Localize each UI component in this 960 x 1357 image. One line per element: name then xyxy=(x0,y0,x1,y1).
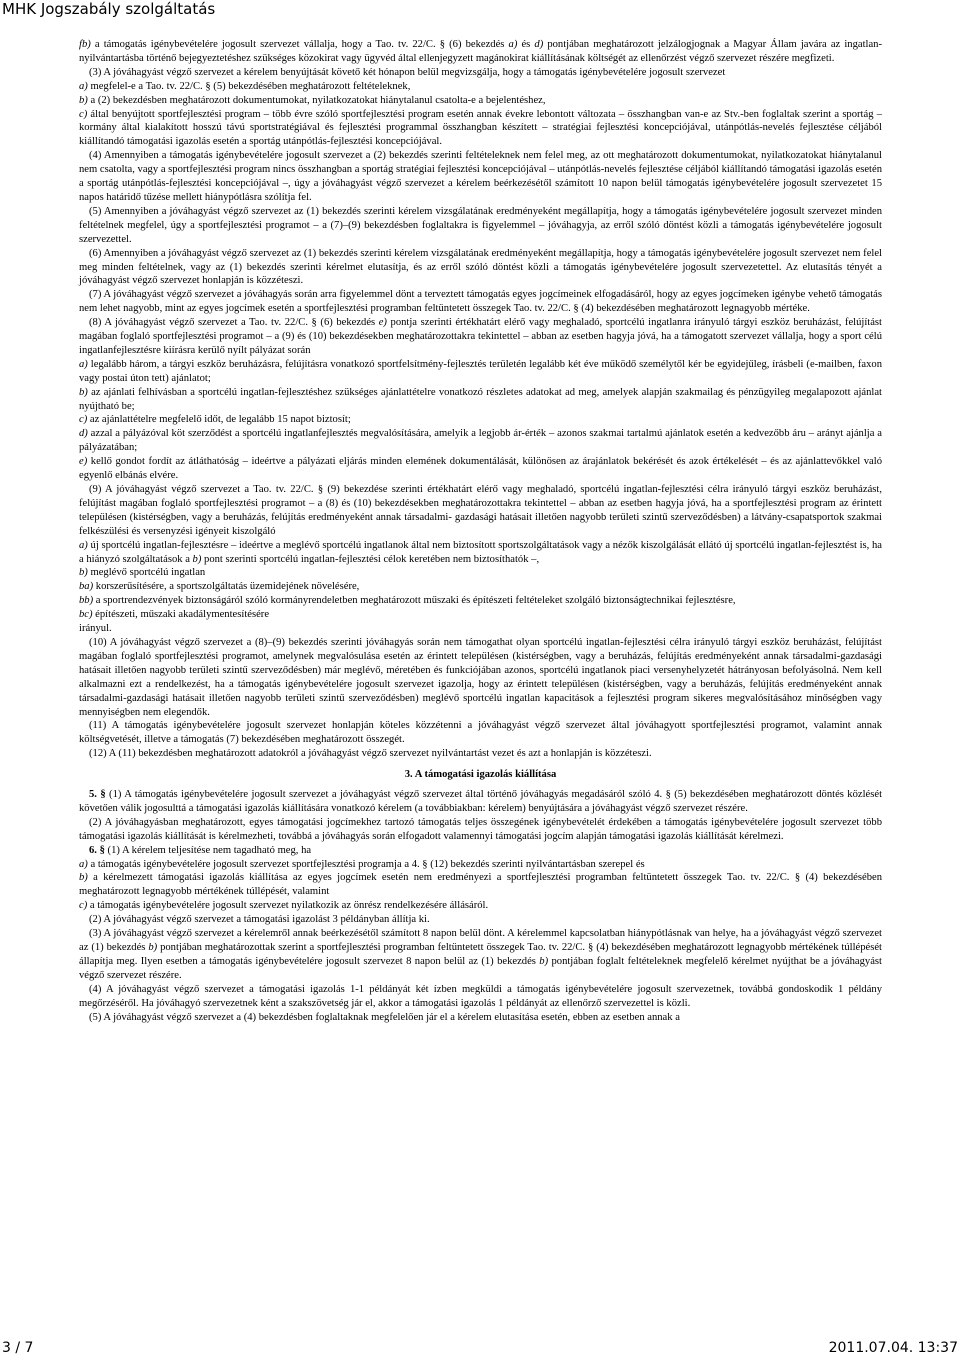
paragraph: (3) A jóváhagyást végző szervezet a kérelem benyújtását követő két hónapon belül megvizsgálja, hogy a támogatás igénybevételére jogosult szervezet xyxy=(89,66,726,78)
page-number: 3 / 7 xyxy=(2,1340,34,1356)
paragraph: (5) Amennyiben a jóváhagyást végző szervezet az (1) bekezdés szerinti kérelem vizsgálatának eredményeként megállapítja, hogy a támogatás igénybevételére jogosult szervezet minden feltételnek megfelel, úgy a sportfejlesztési programot – a (7)–(9) bekezdésben foglaltakra is figyelemmel – jóváhagyja, az erről szóló döntést közli a támogatás igénybevételére jogosult szervezettel. xyxy=(79,205,882,245)
list-item: d) azzal a pályázóval köt szerződést a sportcélú ingatlanfejlesztés megvalósítására, amelyik a legjobb ár-érték – azonos szakmai tartalmú ajánlatok esetén a kedvezőbb áru – arányt ajánlja a pályázatában; xyxy=(79,428,882,454)
list-item: bc) építészeti, műszaki akadálymentesítésére xyxy=(79,609,270,621)
list-item: a) legalább három, a tárgyi eszköz beruházásra, felújításra vonatkozó sportfelsítmény-fejlesztés területén legalább két éve működő személytől kér be egyidejűleg, írásbeli (e-mailben, faxon vagy postai úton tett) ajánlatot; xyxy=(79,358,882,384)
paragraph: (6) Amennyiben a jóváhagyást végző szervezet az (1) bekezdés szerinti kérelem vizsgálatának eredményeként megállapítja, hogy a támogatás igénybevételére jogosult szervezet nem felel meg minden feltételnek, vagy az (1) bekezdés szerinti kérelmet elutasítja, és az erről szóló döntést közli a támogatás igénybevételére jogosult szervezetettel. Az elutasítás tényét a jóváhagyást végző szervezet honlapján is közzéteszi. xyxy=(79,247,882,287)
document-body xyxy=(79,38,882,1024)
paragraph: (11) A támogatás igénybevételére jogosult szervezet honlapján köteles közzétenni a jóváhagyást végző szervezet által jóváhagyott sportfejlesztési programot, valamint annak költségvetését, illetve a támogatás (7) bekezdésében meghatározott összegét. xyxy=(79,720,882,746)
app-title: MHK Jogszabály szolgáltatás xyxy=(2,0,216,18)
list-item: b) a kérelmezett támogatási igazolás kiállítása az egyes jogcímek esetén nem eredményezi a sportfejlesztési programban feltüntetett összegek Tao. tv. 22/C. § (4) bekezdésében meghatározott legnagyobb mértékének túllépését, valamint xyxy=(79,872,882,898)
paragraph: (3) A jóváhagyást végző szervezet a kérelemről annak beérkezésétől számított 8 napon belül dönt. A kérelemmel kapcsolatban hiánypótlásnak van helye, ha a jóváhagyást végző szervezet az (1) bekezdés b) pontjában meghatározottak szerint a sportfejlesztési programban feltüntetett összegek Tao. tv. 22/C. § (4) bekezdésében meghatározott legnagyobb mértékének túllépését állapítja meg. Ilyen esetben a támogatás igénybevételére jogosult szervezet 8 napon belül az (1) bekezdés b) pontjában foglalt feltételeknek megfelelő kérelmet nyújthat be a jóváhagyást végző szervezet részére. xyxy=(79,928,882,981)
paragraph: (8) A jóváhagyást végző szervezet a Tao. tv. 22/C. § (6) bekezdés e) pontja szerinti értékhatárt elérő vagy meghaladó, sportcélú ingatlanra irányuló tárgyi eszköz beruházást, felújítást magában foglaló sportfejlesztési programot – a (9) és (10) bekezdésekben meghatározottakra tekintettel – abban az esetben hagyja jóvá, ha a támogatott szervezet vállalja, hogy a sport célú ingatlanfejlesztésre kiírásra kerülő nyílt pályázat során xyxy=(79,317,882,356)
list-item: b) meglévő sportcélú ingatlan xyxy=(79,567,206,579)
paragraph: 5. § (1) A támogatás igénybevételére jogosult szervezet a jóváhagyást végző szervezet által történő jóváhagyás megadásáról szóló 4. § (5) bekezdésében meghatározott döntés közlését követően válik jogosulttá a támogatási igazolás kiállítására vonatkozó kérelem (a továbbiakban: kérelem) benyújtására a jóváhagyást végző szervezet részére. xyxy=(79,789,883,814)
list-item: a) új sportcélú ingatlan-fejlesztésre – ideértve a meglévő sportcélú ingatlanok által nem biztosított sportszolgáltatások vagy a nézők kiszolgálását ellátó új sportcélú ingatlan-fejlesztést is, ha a hiányzó szolgáltatások a b) pont szerinti sportcélú ingatlan-fejlesztési célok keretében nem biztosíthatók –, xyxy=(79,539,882,565)
list-item: e) kellő gondot fordít az átláthatóság – ideértve a pályázati eljárás minden elemének dokumentálását, különösen az árajánlatok bekérését és azok értékelését – és az ajánlattevőkkel való egyenlő elbánás elvére. xyxy=(79,456,882,482)
section-heading: 3. A támogatási igazolás kiállítása xyxy=(404,769,557,781)
paragraph: (2) A jóváhagyást végző szervezet a támogatási igazolást 3 példányban állítja ki. xyxy=(89,914,430,926)
list-item: ba) korszerűsítésére, a sportszolgáltatás üzemidejének növelésére, xyxy=(79,581,360,593)
paragraph: 6. § (1) A kérelem teljesítése nem tagadható meg, ha xyxy=(89,844,312,856)
list-item: c) által benyújtott sportfejlesztési program – több évre szóló sportfejlesztési program esetén annak évekre lebontott változata – összhangban van-e az Stv.-ben foglaltak szerint a sportág – kormány által kialakított hosszú távú sportstratégiával és fejlesztési programmal összhangban készített – stratégiai fejlesztési koncepciójával, utánpótlás-nevelés fejlesztése céljából kiállítandó támogatási igazolás esetén a sportág utánpótlás-fejlesztési koncepciójával. xyxy=(79,108,882,148)
list-item: a) a támogatás igénybevételére jogosult szervezet sportfejlesztési programja a 4. § (12) bekezdés szerinti nyilvántartásban szerepel és xyxy=(79,858,645,870)
paragraph: (5) A jóváhagyást végző szervezet a (4) bekezdésben foglaltaknak megfelelően jár el a kérelem elutasítása esetén, ebben az esetben annak a xyxy=(89,1011,680,1023)
list-item: b) a (2) bekezdésben meghatározott dokumentumokat, nyilatkozatokat hiánytalanul csatolta-e a bejelentéshez, xyxy=(79,94,546,106)
list-item: b) az ajánlati felhívásban a sportcélú ingatlan-fejlesztéshez szükséges ajánlattételre vonatkozó részletes adatokat ad meg, amelyek alapján szakmailag és pénzügyileg megalapozott ajánlat nyújtható be; xyxy=(79,386,882,412)
timestamp: 2011.07.04. 13:37 xyxy=(828,1340,958,1356)
paragraph: (4) A jóváhagyást végző szervezet a támogatási igazolás 1-1 példányát két ízben megküldi a támogatás igénybevételére jogosult szervezetnek, továbbá gondoskodik 1 példány megőrzéséről. Ha jóváhagyó szervezetnek ként a szakszövetség jár el, akkor a támogatási igazolás 1 példányát az ellenőrző szervezettel is közli. xyxy=(79,983,882,1009)
paragraph: (2) A jóváhagyásban meghatározott, egyes támogatási jogcímekhez tartozó támogatás teljes összegének igénybevételét érdekében a támogatás igénybevételére jogosult szervezet több támogatási igazolás kiállítását is kérelmezheti, továbbá a jóváhagyás során elfogadott valamennyi támogatási jogcím alapján támogatási igazolás kiállítását kérelmezi. xyxy=(79,816,882,842)
paragraph: fb) a támogatás igénybevételére jogosult szervezet vállalja, hogy a Tao. tv. 22/C. § (6) bekezdés a) és d) pontjában meghatározott jelzálogjognak a Magyar Állam javára az ingatlan-nyilvántartásba történő bejegyeztetéshez szükséges közokirat vagy ügyvéd által ellenjegyzett magánokirat kiállításának költségét az ellenőrzést végző szervezet részére megfizeti. xyxy=(79,39,883,64)
paragraph: (7) A jóváhagyást végző szervezet a jóváhagyás során arra figyelemmel dönt a terveztett támogatás egyes jogcímeinek elfogadásáról, hogy az egyes jogcímeken igénybe vehető támogatás nem lehet nagyobb, mint az egyes jogcímek esetén a sportfejlesztési programban feltüntetett összegek Tao. tv. 22/C. § (4) bekezdésében meghatározott legnagyobb mértéke. xyxy=(79,289,882,315)
paragraph: (12) A (11) bekezdésben meghatározott adatokról a jóváhagyást végző szervezet nyilvántartást vezet és azt a honlapján is közzéteszi. xyxy=(89,748,652,760)
list-item: bb) a sportrendezvények biztonságáról szóló kormányrendeletben meghatározott műszaki és építészeti feltételeket szolgáló biztonságtechnikai fejlesztésre, xyxy=(79,595,736,607)
list-item: a) megfelel-e a Tao. tv. 22/C. § (5) bekezdésében meghatározott feltételeknek, xyxy=(79,80,411,92)
list-item: c) a támogatás igénybevételére jogosult szervezet nyilatkozik az önrész rendelkezésére állásáról. xyxy=(79,900,489,912)
paragraph: (4) Amennyiben a támogatás igénybevételére jogosult szervezet a (2) bekezdés szerinti feltételeknek nem felel meg, az ott meghatározott dokumentumokat, nyilatkozatokat hiánytalanul nem csatolta, vagy a sportfejlesztési program nincs összhangban a sportág stratégiai fejlesztési koncepciójával – utánpótlás-nevelés fejlesztése céljából kiállítandó támogatási igazolás esetén a sportág utánpótlás-fejlesztési koncepciójával –, úgy a jóváhagyást végző szervezet a kérelem beérkezésétől számított 10 napon belül támogatás igénybevételére jogosult szervezetet 15 napos határidő tűzése mellett hiánypótlásra szólítja fel. xyxy=(79,150,882,203)
list-item: c) az ajánlattételre megfelelő időt, de legalább 15 napot biztosít; xyxy=(79,414,351,426)
paragraph: irányul. xyxy=(79,623,112,635)
paragraph: (9) A jóváhagyást végző szervezet a Tao. tv. 22/C. § (9) bekezdése szerinti értékhatárt elérő vagy meghaladó, sportcélú ingatlan-fejlesztési célra irányuló tárgyi eszköz beruházást, felújítást magában foglaló sportfejlesztési programot – a (8) és (10) bekezdésekben meghatározottakra tekintettel – abban az esetben hagyja jóvá, ha a sportfejlesztési program az érintett településen (kistérségben, vagy a beruházás, felújítás eredményeként annak társadalmi- gazdasági hatásait illetően nagyobb területi szintű szerveződésben) a látvány-csapatsportok szakmai felkészülési és versenyzési igényeit kiszolgáló xyxy=(79,484,882,537)
paragraph: (10) A jóváhagyást végző szervezet a (8)–(9) bekezdés szerinti jóváhagyás során nem támogathat olyan sportcélú ingatlan-fejlesztési célra irányuló tárgyi eszköz beruházást, felújítást magában foglaló sportfejlesztési programot, amelynek megvalósulása esetén az érintett településen (kistérségben, vagy a beruházás, felújítás eredményeként annak társadalmi-gazdasági hatásait illetően nagyobb területi szintű szerveződésben) már meglévő, méretében és funkciójában azonos, sportcélú ingatlanok piaci versenyhelyzetét hátrányosan befolyásolná. Nem kell alkalmazni ezt a rendelkezést, ha a támogatás igénybevételére jogosult szervezet igazolja, hogy az érintett településen (kistérségben, vagy a beruházás, felújítás eredményeként annak társadalmi-gazdasági hatásait illetően nagyobb területi szintű szerveződésben) meglévő sportcélú ingatlan kapacitások a fejlesztési program sikeres megvalósításához minőségben vagy mennyiségben nem elegendők. xyxy=(79,636,882,718)
